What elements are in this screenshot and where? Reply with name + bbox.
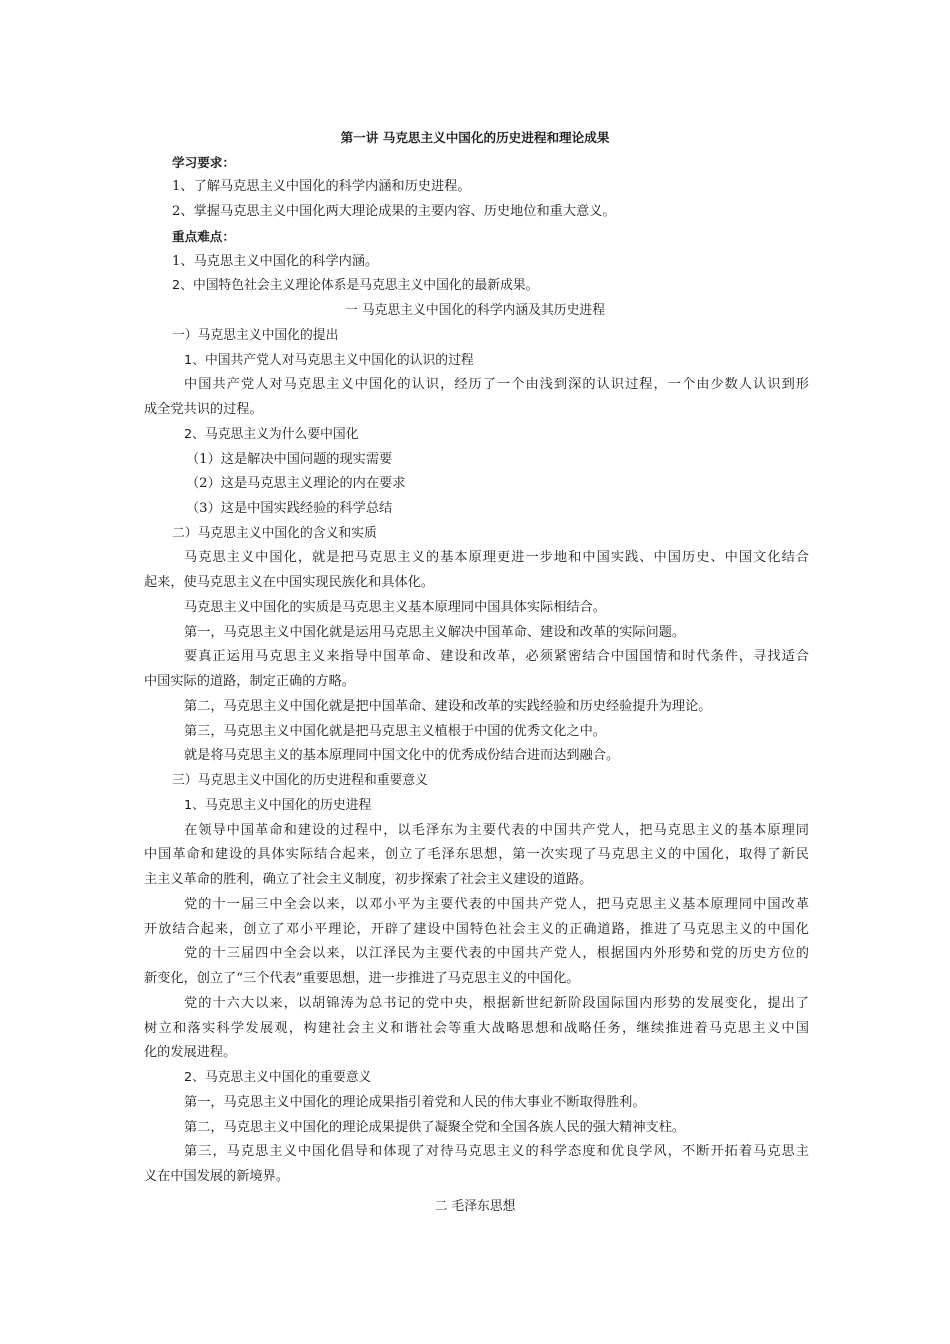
paragraph-line: 第二，马克思主义中国化就是把中国革命、建设和改革的实践经验和历史经验提升为理论。 (184, 699, 712, 714)
paragraph-line: 马克思主义中国化的实质是马克思主义基本原理同中国具体实际相结合。 (184, 600, 606, 615)
study-requirements-label: 学习要求： (172, 155, 235, 170)
paragraph-line: 中国共产党人对马克思主义中国化的认识，经历了一个由浅到深的认识过程，一个由少数人认识到形 (184, 377, 809, 392)
key-point-item: 2、中国特色社会主义理论体系是马克思主义中国化的最新成果。 (172, 278, 539, 293)
paragraph-line: 要真正运用马克思主义来指导中国革命、建设和改革，必须紧密结合中国国情和时代条件，寻找适合 (184, 649, 809, 664)
requirement-item: 2、掌握马克思主义中国化两大理论成果的主要内容、历史地位和重大意义。 (172, 204, 616, 219)
paragraph-line: 就是将马克思主义的基本原理同中国文化中的优秀成份结合进而达到融合。 (184, 748, 620, 763)
paragraph-line: 主主义革命的胜利，确立了社会主义制度，初步探索了社会主义建设的道路。 (144, 872, 593, 887)
paragraph-line: 中国实际的道路，制定正确的方略。 (144, 674, 355, 689)
key-points-label: 重点难点： (172, 229, 235, 244)
paragraph-line: 新变化，创立了“三个代表”重要思想，进一步推进了马克思主义的中国化。 (144, 971, 580, 986)
section-heading: 二 毛泽东思想 (434, 1199, 516, 1214)
paragraph-line: 第三，马克思主义中国化倡导和体现了对待马克思主义的科学态度和优良学风，不断开拓着马克思主 (184, 1144, 809, 1159)
subsection-heading: 1、中国共产党人对马克思主义中国化的认识的过程 (184, 353, 474, 368)
paragraph-line: 义在中国发展的新境界。 (144, 1169, 290, 1184)
paragraph-line: 第一，马克思主义中国化的理论成果指引着党和人民的伟大事业不断取得胜利。 (184, 1095, 646, 1110)
requirement-item: 1、了解马克思主义中国化的科学内涵和历史进程。 (172, 179, 471, 194)
list-item: （2）这是马克思主义理论的内在要求 (186, 476, 406, 491)
paragraph-line: 树立和落实科学发展观，构建社会主义和谐社会等重大战略思想和战略任务，继续推进着马克思主义中国 (144, 1021, 809, 1036)
paragraph-line: 成全党共识的过程。 (144, 402, 263, 417)
list-item: （1）这是解决中国问题的现实需要 (186, 452, 393, 467)
paragraph-line: 在领导中国革命和建设的过程中，以毛泽东为主要代表的中国共产党人，把马克思主义的基本原理同 (184, 823, 809, 838)
subsection-heading: 2、马克思主义为什么要中国化 (184, 427, 359, 442)
paragraph-line: 党的十六大以来，以胡锦涛为总书记的党中央，根据新世纪新阶段国际国内形势的发展变化，提出了 (184, 996, 809, 1011)
subsection-heading: 一）马克思主义中国化的提出 (172, 328, 339, 343)
page-title: 第一讲 马克思主义中国化的历史进程和理论成果 (340, 130, 610, 145)
list-item: （3）这是中国实践经验的科学总结 (186, 501, 393, 516)
paragraph-line: 党的十一届三中全会以来，以邓小平为主要代表的中国共产党人，把马克思主义基本原理同中国改革 (184, 897, 809, 912)
paragraph-line: 起来，使马克思主义在中国实现民族化和具体化。 (144, 575, 435, 590)
subsection-heading: 三）马克思主义中国化的历史进程和重要意义 (172, 773, 428, 788)
key-point-item: 1、马克思主义中国化的科学内涵。 (172, 254, 379, 269)
subsection-heading: 2、马克思主义中国化的重要意义 (184, 1070, 372, 1085)
section-heading: 一 马克思主义中国化的科学内涵及其历史进程 (344, 303, 605, 318)
subsection-heading: 二）马克思主义中国化的含义和实质 (172, 526, 377, 541)
paragraph-line: 党的十三届四中全会以来，以江泽民为主要代表的中国共产党人，根据国内外形势和党的历史方位的 (184, 946, 809, 961)
paragraph-line: 第三，马克思主义中国化就是把马克思主义植根于中国的优秀文化之中。 (184, 724, 606, 739)
subsection-heading: 1、马克思主义中国化的历史进程 (184, 798, 372, 813)
paragraph-line: 中国革命和建设的具体实际结合起来，创立了毛泽东思想，第一次实现了马克思主义的中国化，取得了新民 (144, 847, 809, 862)
paragraph-line: 化的发展进程。 (144, 1045, 237, 1060)
paragraph-line: 第一，马克思主义中国化就是运用马克思主义解决中国革命、建设和改革的实际问题。 (184, 625, 686, 640)
paragraph-line: 开放结合起来，创立了邓小平理论，开辟了建设中国特色社会主义的正确道路，推进了马克思主义的中国化 (144, 922, 809, 937)
paragraph-line: 第二，马克思主义中国化的理论成果提供了凝聚全党和全国各族人民的强大精神支柱。 (184, 1120, 686, 1135)
paragraph-line: 马克思主义中国化，就是把马克思主义的基本原理更进一步地和中国实践、中国历史、中国文化结合 (184, 550, 809, 565)
